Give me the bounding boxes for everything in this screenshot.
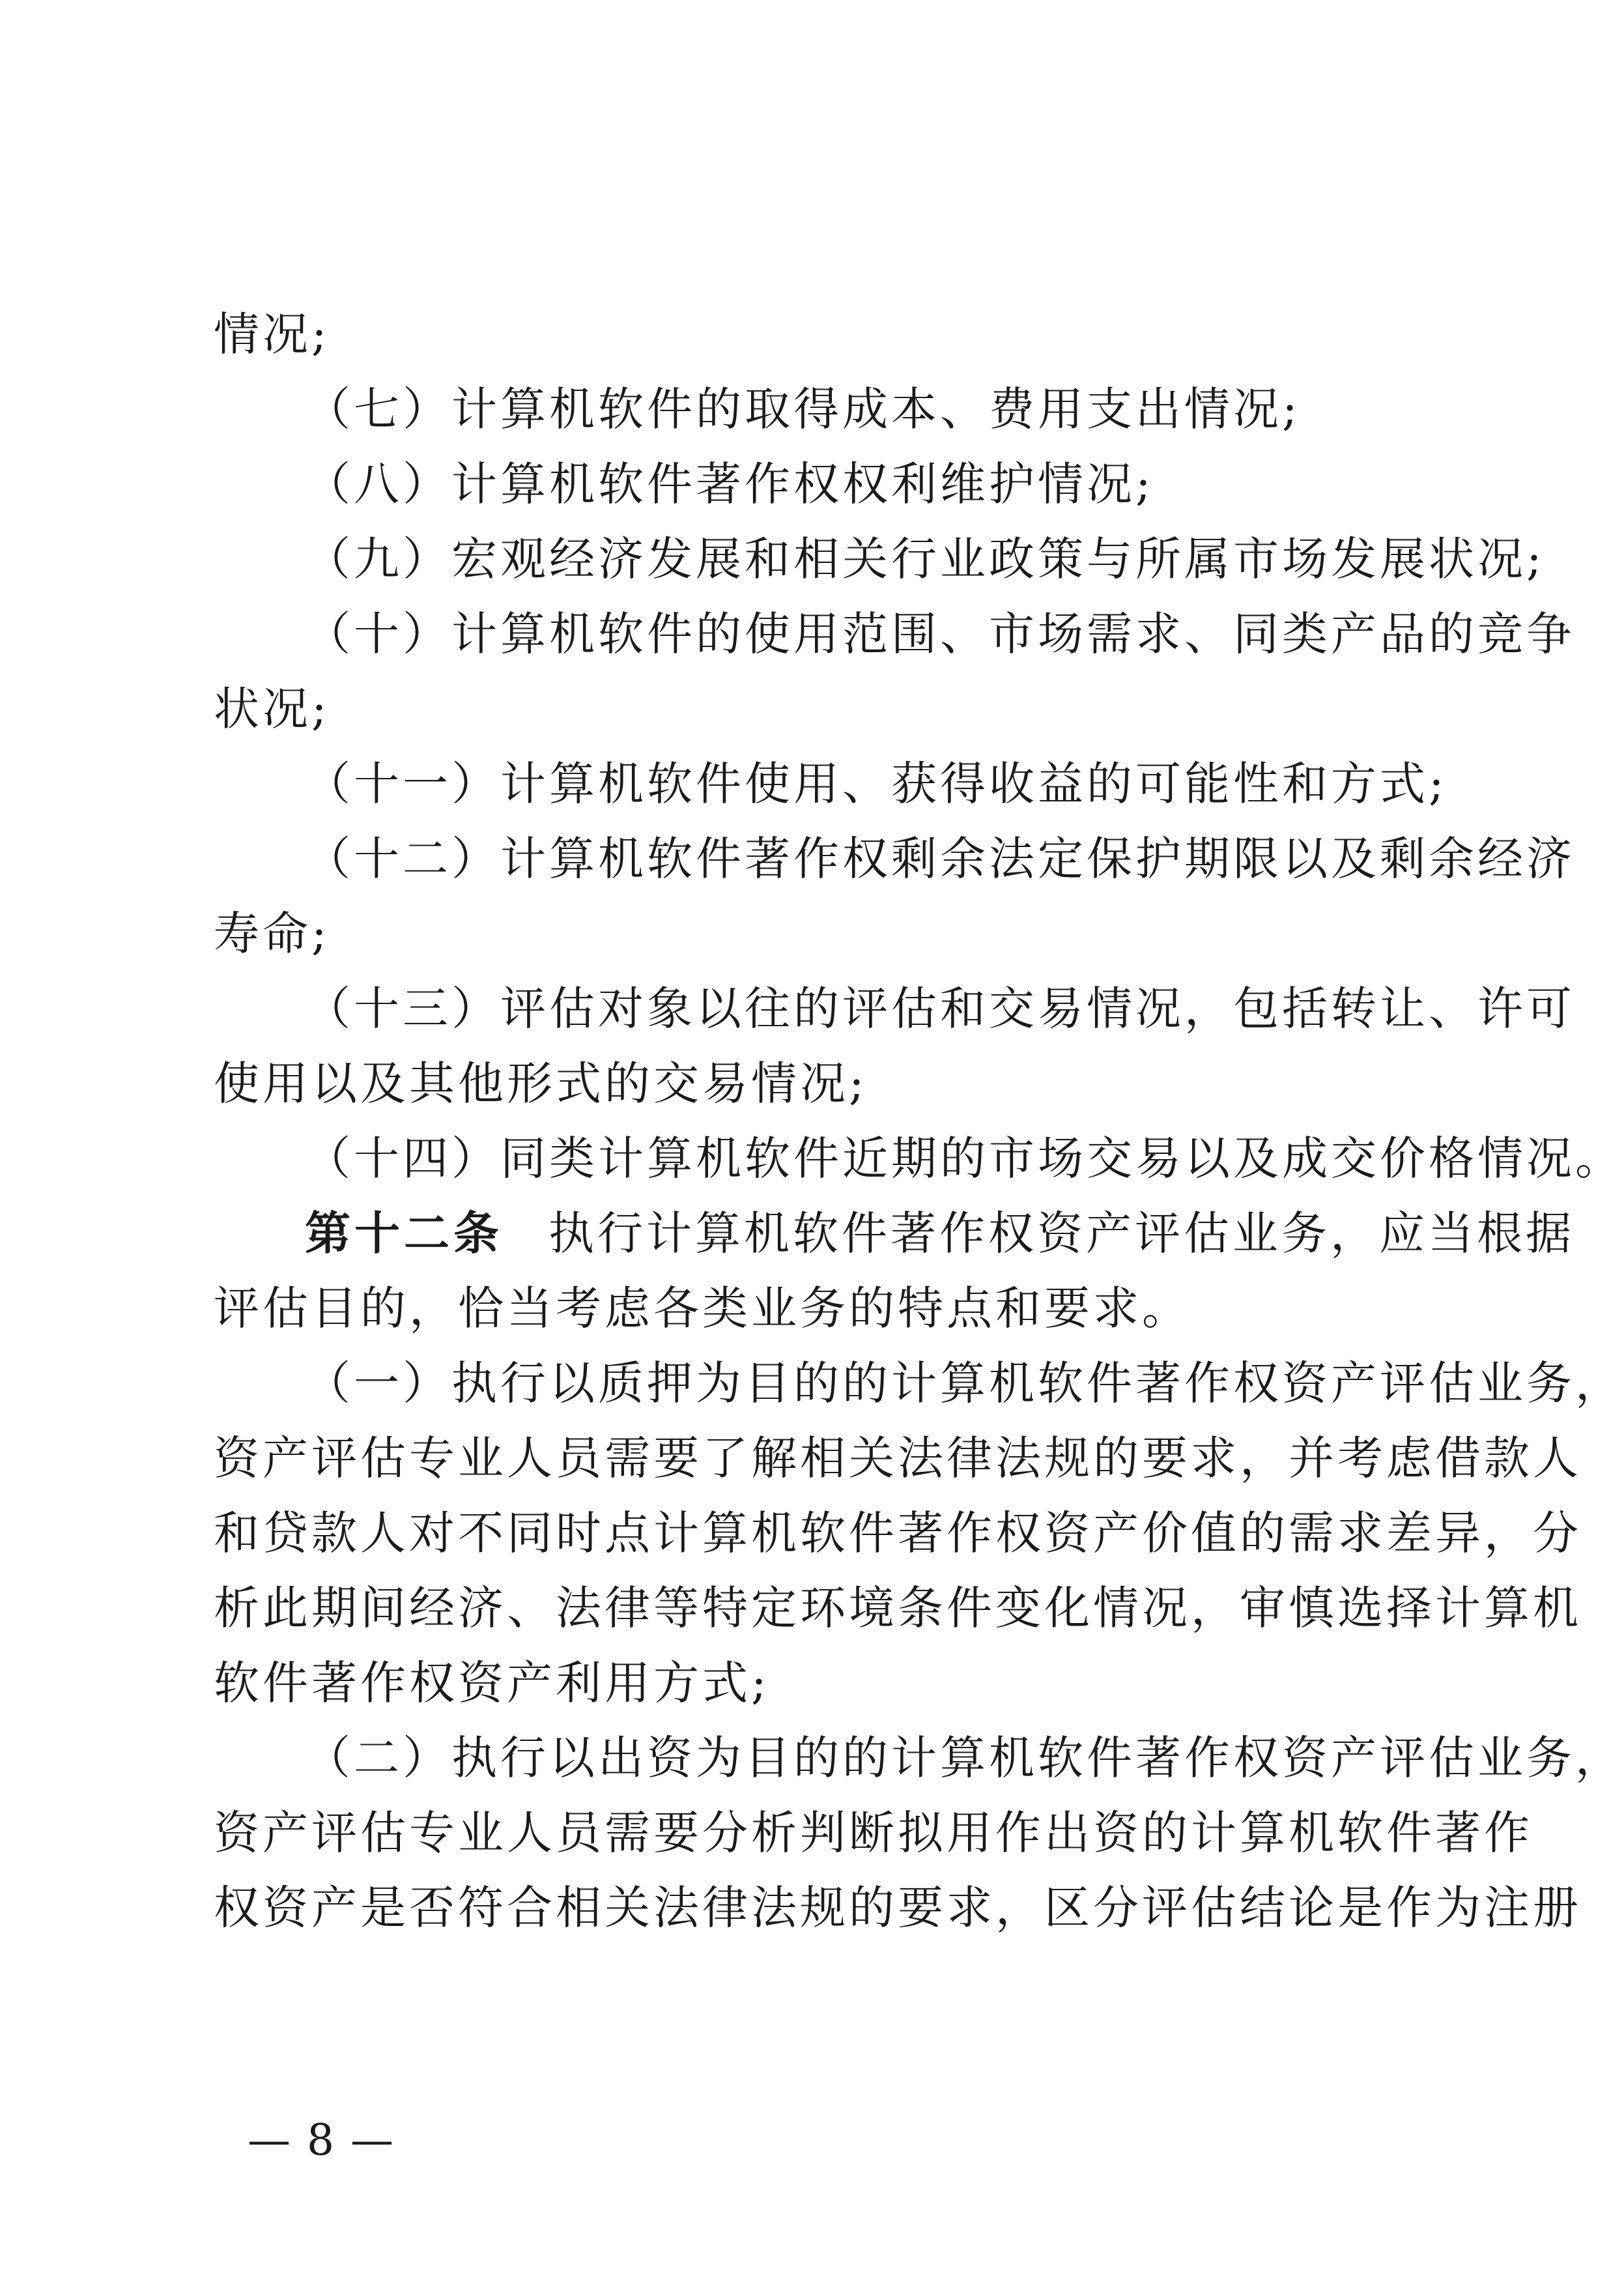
text-line: 状况; <box>214 682 330 736</box>
text-line: 资产评估专业人员需要分析判断拟用作出资的计算机软件著作 <box>214 1806 1533 1860</box>
clause-9: （九）宏观经济发展和相关行业政策与所属市场发展状况; <box>305 532 1545 586</box>
article-12-clause-1: （一）执行以质押为目的的计算机软件著作权资产评估业务， <box>305 1357 1624 1410</box>
article-number: 第十二条 <box>305 1206 503 1260</box>
text-line: 析此期间经济、法律等特定环境条件变化情况，审慎选择计算机 <box>214 1581 1582 1635</box>
clause-14: （十四）同类计算机软件近期的市场交易以及成交价格情况。 <box>305 1132 1624 1185</box>
article-12-clause-2: （二）执行以出资为目的的计算机软件著作权资产评估业务， <box>305 1731 1624 1785</box>
text-line: 软件著作权资产利用方式; <box>214 1656 770 1710</box>
clause-13: （十三）评估对象以往的评估和交易情况，包括转让、许可 <box>305 982 1575 1035</box>
text-line: 寿命; <box>214 907 330 960</box>
text-line: 资产评估专业人员需要了解相关法律法规的要求，并考虑借款人 <box>214 1431 1582 1485</box>
text-line: 和贷款人对不同时点计算机软件著作权资产价值的需求差异，分 <box>214 1506 1582 1560</box>
clause-10: （十）计算机软件的使用范围、市场需求、同类产品的竞争 <box>305 607 1575 661</box>
clause-8: （八）计算机软件著作权权利维护情况; <box>305 457 1154 511</box>
text-line: 情况; <box>214 308 330 361</box>
page-number: — 8 — <box>248 2115 395 2165</box>
clause-12: （十二）计算机软件著作权剩余法定保护期限以及剩余经济 <box>305 832 1575 885</box>
text-line: 评估目的，恰当考虑各类业务的特点和要求。 <box>214 1282 1191 1335</box>
clause-7: （七）计算机软件的取得成本、费用支出情况; <box>305 382 1301 436</box>
article-text: 执行计算机软件著作权资产评估业务，应当根据 <box>548 1207 1574 1260</box>
text-line: 权资产是否符合相关法律法规的要求，区分评估结论是作为注册 <box>214 1881 1582 1934</box>
clause-11: （十一）计算机软件使用、获得收益的可能性和方式; <box>305 757 1447 811</box>
article-12-heading <box>305 1202 1574 1265</box>
text-line: 使用以及其他形式的交易情况; <box>214 1057 868 1110</box>
